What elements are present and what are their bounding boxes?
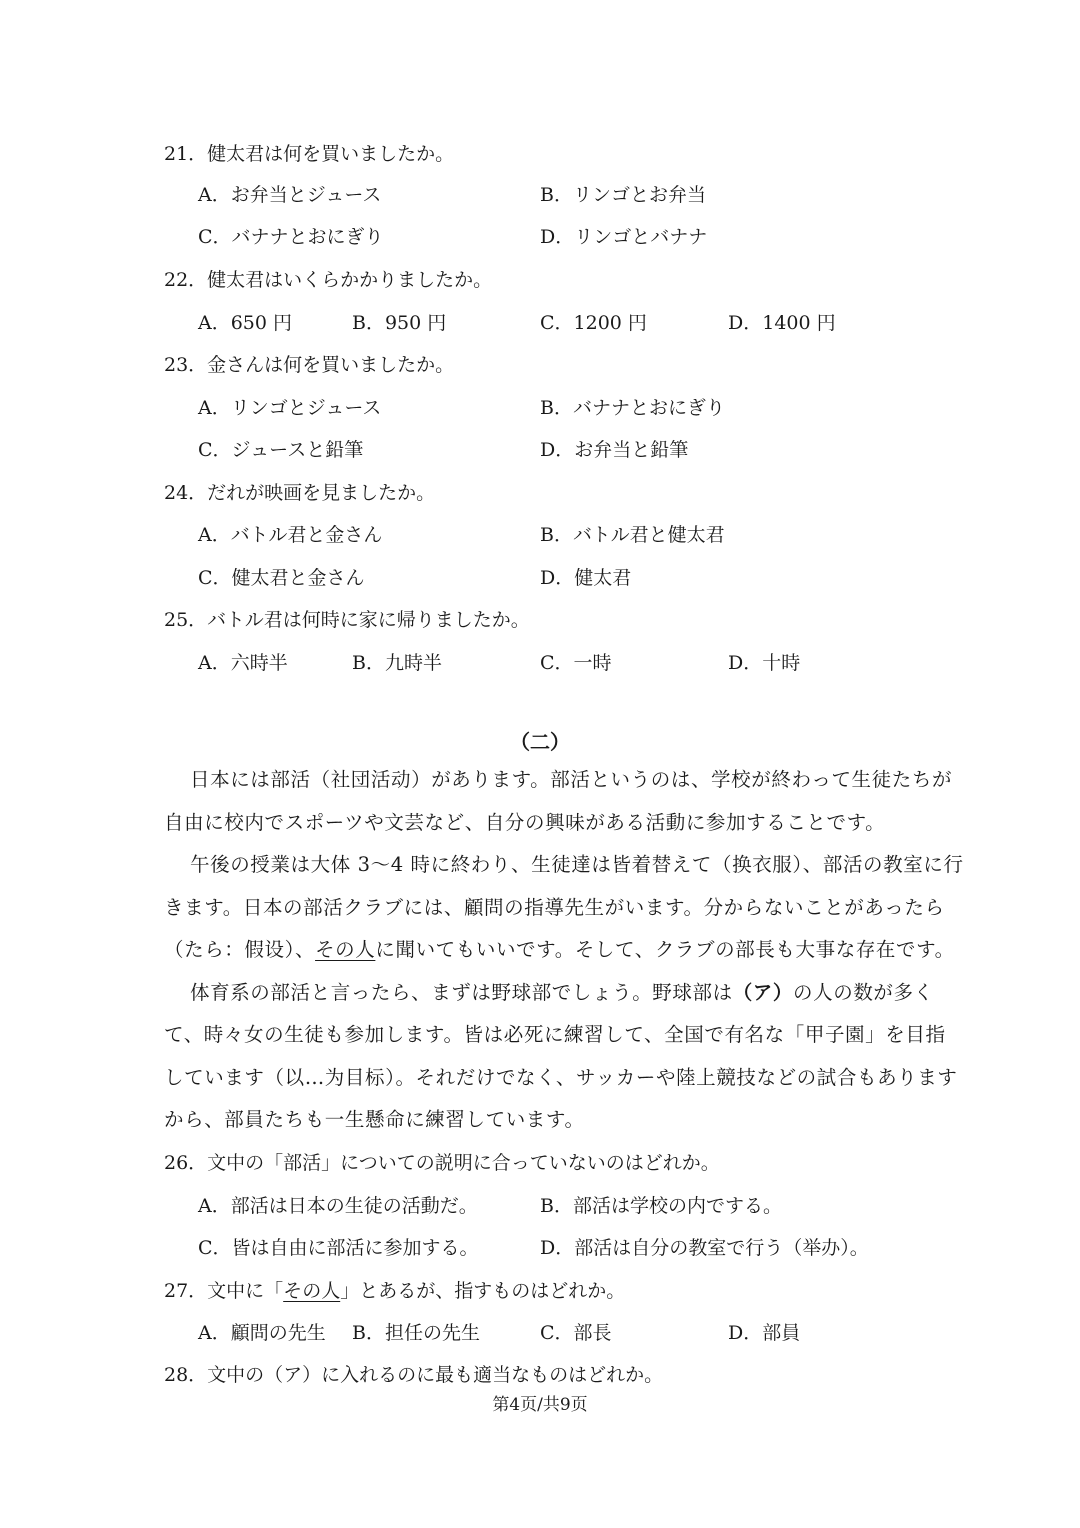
passage-line: 日本には部活（社団活动）があります。部活というのは、学校が終わって生徒たちが — [190, 768, 953, 791]
option-22a: A．650 円 — [198, 312, 293, 334]
question-23: 23．金さんは何を買いましたか。 — [164, 354, 455, 376]
option-26d: D．部活は自分の教室で行う（举办）。 — [540, 1237, 869, 1259]
option-24b: B．バトル君と健太君 — [540, 524, 725, 546]
option-24d: D．健太君 — [540, 567, 632, 589]
passage-text: に聞いてもいいです。そして、クラブの部長も大事な存在です。 — [375, 938, 955, 961]
question-text: 」とあるが、指すものはどれか。 — [340, 1280, 626, 1302]
option-22c: C．1200 円 — [540, 312, 647, 334]
option-24a: A．バトル君と金さん — [198, 524, 383, 546]
underlined-phrase: その人 — [315, 938, 376, 961]
option-25d: D．十時 — [728, 652, 801, 674]
passage-line: から、部員たちも一生懸命に練習しています。 — [164, 1108, 585, 1131]
question-28: 28．文中の（ア）に入れるのに最も適当なものはどれか。 — [164, 1364, 664, 1386]
option-27d: D．部員 — [728, 1322, 801, 1344]
passage-line — [190, 981, 934, 1005]
question-27 — [164, 1279, 625, 1303]
blank-marker: （ア） — [732, 981, 794, 1004]
option-26b: B．部活は学校の内でする。 — [540, 1195, 782, 1217]
option-25a: A．六時半 — [198, 652, 288, 674]
option-27c: C．部長 — [540, 1322, 612, 1344]
underlined-phrase: その人 — [283, 1280, 341, 1302]
option-23d: D．お弁当と鉛筆 — [540, 439, 689, 461]
option-21b: B．リンゴとお弁当 — [540, 184, 706, 206]
question-26: 26．文中の「部活」についての説明に合っていないのはどれか。 — [164, 1152, 720, 1174]
option-25c: C．一時 — [540, 652, 612, 674]
option-27a: A．顧問の先生 — [198, 1322, 326, 1344]
question-22: 22．健太君はいくらかかりましたか。 — [164, 269, 493, 291]
option-27b: B．担任の先生 — [352, 1322, 480, 1344]
passage-line: て、時々女の生徒も参加します。皆は必死に練習して、全国で有名な「甲子園」を目指 — [164, 1023, 946, 1046]
question-24: 24．だれが映画を見ましたか。 — [164, 482, 436, 504]
option-22b: B．950 円 — [352, 312, 447, 334]
option-21c: C．バナナとおにぎり — [198, 226, 384, 248]
option-21d: D．リンゴとバナナ — [540, 226, 708, 248]
option-23c: C．ジュースと鉛筆 — [198, 439, 364, 461]
option-23b: B．バナナとおにぎり — [540, 397, 725, 419]
option-23a: A．リンゴとジュース — [198, 397, 382, 419]
option-24c: C．健太君と金さん — [198, 567, 365, 589]
question-text: 27．文中に「 — [164, 1280, 284, 1302]
option-26c: C．皆は自由に部活に参加する。 — [198, 1237, 479, 1259]
passage-line: しています（以…为目标）。それだけでなく、サッカーや陸上競技などの試合もあります — [164, 1066, 958, 1089]
passage-line — [164, 938, 955, 962]
passage-text: （たら：假设）、 — [164, 938, 316, 961]
passage-line: きます。日本の部活クラブには、顧問の指導先生がいます。分からないことがあったら — [164, 896, 945, 919]
option-22d: D．1400 円 — [728, 312, 836, 334]
passage-line: 自由に校内でスポーツや文芸など、自分の興味がある活動に参加することです。 — [164, 811, 886, 834]
passage-line: 午後の授業は大体 3～4 時に終わり、生徒達は皆着替えて（换衣服）、部活の教室に行 — [190, 853, 964, 876]
option-25b: B．九時半 — [352, 652, 442, 674]
page-number: 第4页/共9页 — [492, 1395, 588, 1415]
option-21a: A．お弁当とジュース — [198, 184, 382, 206]
question-25: 25．バトル君は何時に家に帰りましたか。 — [164, 609, 530, 631]
option-26a: A．部活は日本の生徒の活動だ。 — [198, 1195, 478, 1217]
passage-text: の人の数が多く — [793, 981, 934, 1004]
question-21: 21．健太君は何を買いましたか。 — [164, 143, 455, 165]
passage-text: 体育系の部活と言ったら、まずは野球部でしょう。野球部は — [190, 981, 733, 1004]
section-heading: （二） — [510, 730, 570, 754]
